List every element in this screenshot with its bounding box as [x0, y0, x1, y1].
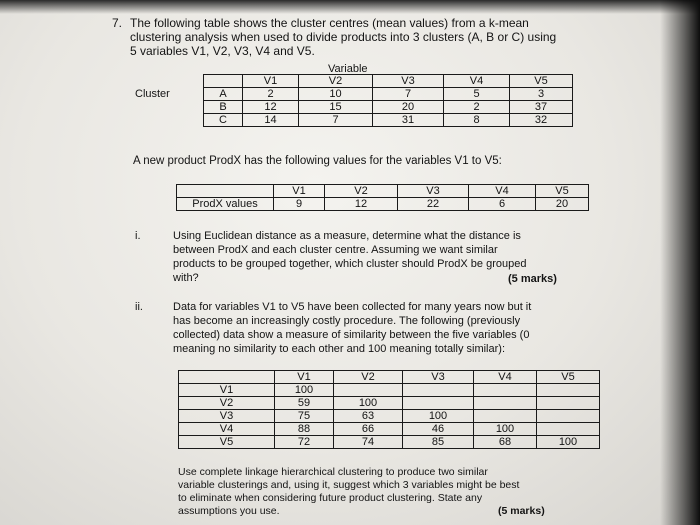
table-cell: 6 [469, 198, 536, 211]
cluster-centres-table [135, 74, 573, 127]
table-cell: 10 [299, 88, 373, 101]
table-cell [403, 397, 474, 410]
table-cell: 20 [536, 198, 589, 211]
table-cell [537, 423, 600, 436]
table-cell: 22 [398, 198, 469, 211]
row-label: V5 [179, 436, 275, 449]
part-i-line-2: between ProdX and each cluster centre. Assuming we want similar [173, 244, 498, 256]
closing-line-1: Use complete linkage hierarchical clustering to produce two similar [178, 466, 488, 478]
part-i-label: i. [135, 230, 141, 242]
row-label: V4 [179, 423, 275, 436]
header-cell: V5 [510, 75, 573, 88]
table-cell: 100 [403, 410, 474, 423]
photo-right-shadow [660, 0, 700, 525]
part-ii-label: ii. [135, 301, 143, 313]
table-cell: 8 [444, 114, 510, 127]
table-cell: 12 [325, 198, 398, 211]
header-cell: V2 [299, 75, 373, 88]
header-cell: V3 [403, 371, 474, 384]
intro-line-1: The following table shows the cluster centres (mean values) from a k-mean [130, 16, 529, 30]
table-cell [537, 384, 600, 397]
table-cell: 32 [510, 114, 573, 127]
row-label: V3 [179, 410, 275, 423]
cluster-name: A [204, 88, 243, 101]
question-number: 7. [112, 16, 123, 30]
prodx-table [176, 184, 589, 211]
variable-heading: Variable [328, 63, 368, 75]
table-cell [403, 384, 474, 397]
table-cell: 75 [275, 410, 334, 423]
table-cell: 46 [403, 423, 474, 436]
table-cell: 2 [444, 101, 510, 114]
header-cell: V1 [274, 185, 325, 198]
row-label: V2 [179, 397, 275, 410]
cluster-name: C [204, 114, 243, 127]
part-i-line-4: with? [173, 272, 199, 284]
table-cell: 100 [537, 436, 600, 449]
prodx-row-label: ProdX values [177, 198, 274, 211]
header-cell: V5 [537, 371, 600, 384]
intro-line-2: clustering analysis when used to divide products into 3 clusters (A, B or C) using [130, 30, 557, 44]
header-cell: V4 [469, 185, 536, 198]
header-cell: V2 [325, 185, 398, 198]
part-ii-line-2: has become an increasingly costly procedure. The following (previously [173, 315, 521, 327]
table-cell [334, 384, 403, 397]
header-cell: V4 [474, 371, 537, 384]
table-cell [537, 410, 600, 423]
closing-line-4: assumptions you use. [178, 505, 280, 517]
table-cell: 66 [334, 423, 403, 436]
table-cell: 88 [275, 423, 334, 436]
header-cell: V1 [275, 371, 334, 384]
part-i-line-1: Using Euclidean distance as a measure, determine what the distance is [173, 230, 521, 242]
intro-line-3: 5 variables V1, V2, V3, V4 and V5. [130, 44, 315, 58]
table-cell: 85 [403, 436, 474, 449]
table-cell [474, 384, 537, 397]
table-cell: 7 [373, 88, 444, 101]
closing-line-2: variable clusterings and, using it, suggest which 3 variables might be best [178, 479, 520, 491]
part-ii-line-1: Data for variables V1 to V5 have been collected for many years now but it [173, 301, 532, 313]
table-cell: 100 [474, 423, 537, 436]
table-cell [537, 397, 600, 410]
table-cell: 15 [299, 101, 373, 114]
header-cell: V2 [334, 371, 403, 384]
table-cell: 72 [275, 436, 334, 449]
cluster-name: B [204, 101, 243, 114]
table-cell: 12 [243, 101, 299, 114]
closing-line-3: to eliminate when considering future product clustering. State any [178, 492, 483, 504]
part-i-line-3: products to be grouped together, which cluster should ProdX be grouped [173, 258, 527, 270]
table-cell: 31 [373, 114, 444, 127]
part-ii-line-3: collected) data show a measure of similarity between the five variables (0 [173, 329, 530, 341]
similarity-table [178, 370, 600, 449]
prodx-intro: A new product ProdX has the following values for the variables V1 to V5: [133, 155, 502, 167]
table-cell: 100 [275, 384, 334, 397]
table-cell: 37 [510, 101, 573, 114]
table-cell: 9 [274, 198, 325, 211]
cluster-row-label: Cluster [135, 88, 170, 100]
part-ii-line-4: meaning no similarity to each other and 100 meaning totally similar): [173, 343, 505, 355]
header-cell: V1 [243, 75, 299, 88]
table-cell: 68 [474, 436, 537, 449]
table-cell: 74 [334, 436, 403, 449]
table-cell: 2 [243, 88, 299, 101]
row-label: V1 [179, 384, 275, 397]
header-cell: V3 [373, 75, 444, 88]
header-cell: V5 [536, 185, 589, 198]
header-cell: V3 [398, 185, 469, 198]
table-cell [474, 410, 537, 423]
table-cell: 63 [334, 410, 403, 423]
photo-top-shadow [0, 0, 700, 14]
table-cell: 59 [275, 397, 334, 410]
table-cell: 100 [334, 397, 403, 410]
table-cell: 5 [444, 88, 510, 101]
table-cell: 3 [510, 88, 573, 101]
part-i-marks: (5 marks) [508, 273, 557, 285]
closing-marks: (5 marks) [498, 505, 545, 517]
table-cell: 20 [373, 101, 444, 114]
table-cell [474, 397, 537, 410]
table-cell: 7 [299, 114, 373, 127]
header-cell: V4 [444, 75, 510, 88]
table-cell: 14 [243, 114, 299, 127]
